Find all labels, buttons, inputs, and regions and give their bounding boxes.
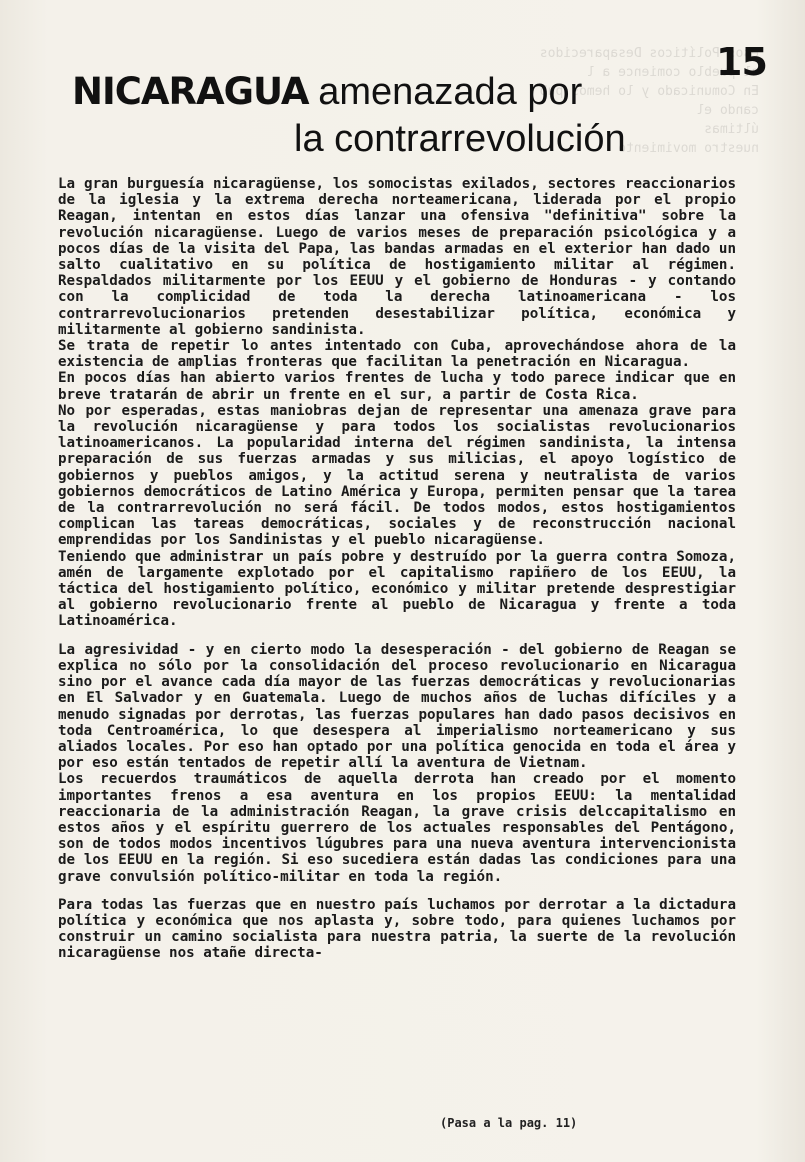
title-line-1 [72, 70, 712, 118]
paragraph-2: Se trata de repetir lo antes intentado con Cuba, aprovechándose ahora de la existencia de amplias fronteras que facilitan la penetración en Nicaragua. [58, 338, 736, 371]
paragraph-3: En pocos días han abierto varios frentes de lucha y todo parece indicar que en breve tratarán de abrir un frente en el sur, a partir de Costa Rica. [58, 370, 736, 403]
title-line-2: la contrarrevolución [294, 118, 626, 160]
paragraph-4: No por esperadas, estas maniobras dejan de representar una amenaza grave para la revolución nicaragüense y para todos los socialistas revolucionarios latinoamericanos. La popularidad interna del régimen sandinista, la intensa preparación de sus fuerzas armadas y sus milicias, el apoyo logístico de gobiernos y pueblos amigos, y la actitud serena y neutralista de varios gobiernos democráticos de Latino América y Europa, permiten pensar que la tarea de la contrarrevolución no será fácil. De todos modos, estos hostigamientos complican las tareas democráticas, sociales y de reconstrucción nacional emprendidas por los Sandinistas y el pueblo nicaragüense. [58, 402, 736, 549]
article-title [72, 70, 712, 161]
continuation-note: (Pasa a la pag. 11) [440, 1116, 578, 1130]
article-body [58, 176, 736, 962]
title-country: NICARAGUA [72, 70, 309, 113]
page-number: 15 [716, 40, 767, 84]
paragraph-6: La agresividad - y en cierto modo la desesperación - del gobierno de Reagan se explica no sólo por la consolidación del proceso revolucionario en Nicaragua sino por el avance cada día mayor de las fuerzas democráticas y revolucionarias en El Salvador y en Guatemala. Luego de muchos años de luchas difíciles y a menudo signadas por derrotas, las fuerzas populares han dado pasos decisivos en toda Centroamérica, lo que desespera al imperialismo norteamericano y sus aliados locales. Por eso han optado por una política genocida en toda el área y por eso están tentados de repetir allí la aventura de Vietnam. [58, 641, 736, 772]
bleed-through-text: esos Políticos Desaparecidos el pueblo comience a l En Comunicado y lo hemos pub cando el últimas nuestro movimiento [539, 46, 759, 156]
paragraph-8: Para todas las fuerzas que en nuestro país luchamos por derrotar a la dictadura política y económica que nos aplasta y, sobre todo, para quienes luchamos por construir un camino socialista para nuestra patria, la suerte de la revolución nicaragüense nos atañe directa- [58, 896, 736, 962]
paragraph-1: La gran burguesía nicaragüense, los somocistas exilados, sectores reaccionarios de la iglesia y la extrema derecha norteamericana, liderada por el propio Reagan, intentan en estos días lanzar una ofensiva "definitiva" sobre la revolución nicaragüense. Luego de varios meses de preparación psicológica y a pocos días de la visita del Papa, las bandas armadas en el exterior han dado un salto cualitativo en su política de hostigamiento militar al régimen. Respaldados militarmente por los EEUU y el gobierno de Honduras - y contando con la complicidad de toda la derecha latinoamericana - los contrarrevolucionarios pretenden desestabilizar política, económica y militarmente al gobierno sandinista. [58, 176, 736, 338]
paragraph-5: Teniendo que administrar un país pobre y destruído por la guerra contra Somoza, amén de largamente explotado por el capitalismo rapiñero de los EEUU, la táctica del hostigamiento político, económico y militar pretende desprestigiar al gobierno revolucionario frente al pueblo de Nicaragua y frente a toda Latinoamérica. [58, 548, 736, 630]
paragraph-7: Los recuerdos traumáticos de aquella derrota han creado por el momento importantes frenos a esa aventura en los propios EEUU: la mentalidad reaccionaria de la administración Reagan, la grave crisis delccapitalismo en estos años y el espíritu guerrero de los actuales responsables del Pentágono, son de todos modos incentivos lúgubres para una nueva aventura intervencionista de los EEUU en la región. Si eso sucediera están dadas las condiciones para una grave convulsión político-militar en toda la región. [58, 771, 736, 885]
title-line-1-rest: amenazada por [318, 71, 583, 113]
